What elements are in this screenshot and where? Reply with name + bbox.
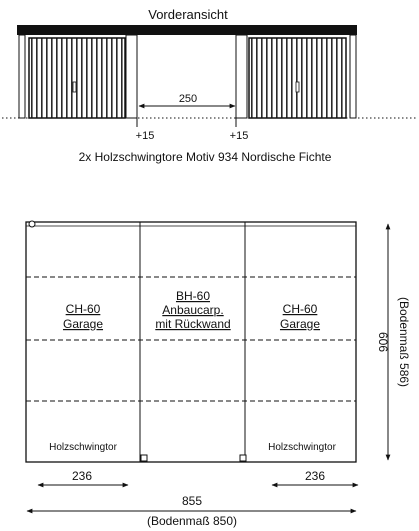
front-view-title: Vorderansicht xyxy=(148,7,228,22)
depth-floor-label: (Bodenmaß 586) xyxy=(397,296,411,388)
left-door-label: Holzschwingtor xyxy=(49,442,117,453)
right-inner-post xyxy=(236,35,247,118)
right-bay-name: Garage xyxy=(279,317,321,331)
front-view-caption: 2x Holzschwingtore Motiv 934 Nordische Fichte xyxy=(78,150,332,164)
right-outer-post xyxy=(350,35,356,118)
plan-outline xyxy=(26,222,356,462)
center-bay-wall: mit Rückwand xyxy=(155,317,231,331)
front-view xyxy=(2,7,417,164)
left-offset-label: +15 xyxy=(135,130,155,142)
right-offset-label: +15 xyxy=(229,130,249,142)
roof-beam xyxy=(17,25,357,35)
right-bay-type: CH-60 xyxy=(282,302,318,316)
left-garage-door xyxy=(29,38,125,118)
plan-view xyxy=(26,221,411,528)
right-door-dimension-label: 236 xyxy=(304,469,326,483)
right-garage-door xyxy=(249,38,346,118)
center-bay-name: Anbaucarp. xyxy=(162,303,224,317)
right-door-handle xyxy=(296,82,299,92)
left-door-dimension-label: 236 xyxy=(71,469,93,483)
left-outer-post xyxy=(19,35,25,118)
gap-dimension-label: 250 xyxy=(178,93,198,105)
depth-dimension-label: 606 xyxy=(376,331,390,353)
left-bay-type: CH-60 xyxy=(65,302,101,316)
right-door-label: Holzschwingtor xyxy=(268,442,336,453)
left-door-handle xyxy=(73,82,76,92)
left-inner-post xyxy=(126,35,137,118)
width-floor-label: (Bodenmaß 850) xyxy=(146,514,238,528)
post-footing-left xyxy=(141,455,147,461)
left-bay-name: Garage xyxy=(62,317,104,331)
width-dimension-label: 855 xyxy=(181,494,203,508)
post-footing-right xyxy=(240,455,246,461)
corner-marker xyxy=(29,221,35,227)
center-bay-type: BH-60 xyxy=(175,289,211,303)
